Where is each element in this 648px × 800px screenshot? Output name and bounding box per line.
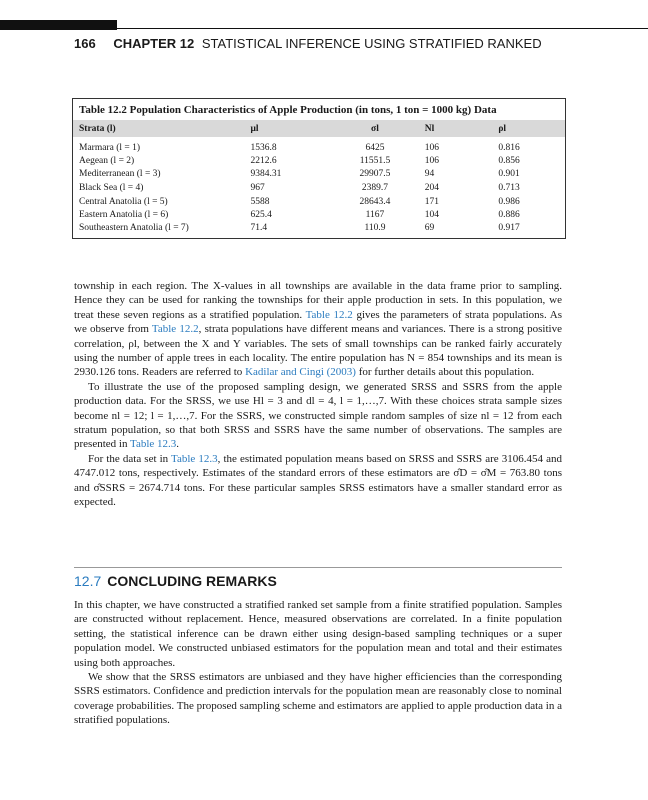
- table-link[interactable]: Table 12.3: [130, 438, 177, 451]
- table-cell: Eastern Anatolia (l = 6): [79, 210, 169, 221]
- table-link[interactable]: Table 12.3: [171, 452, 218, 465]
- population-table: [72, 98, 566, 239]
- chapter-label: CHAPTER 12: [113, 36, 195, 51]
- table-cell: 1536.8: [250, 142, 277, 153]
- table-cell: 0.917: [498, 223, 520, 234]
- table-cell: 2212.6: [250, 155, 277, 166]
- table-caption: Table 12.2 Population Characteristics of Apple Production (in tons, 1 ton = 1000 kg) Data: [79, 104, 497, 116]
- paragraph: [74, 279, 562, 380]
- section-heading: [74, 573, 277, 589]
- chapter-title: STATISTICAL INFERENCE USING STRATIFIED RANKED: [201, 36, 542, 51]
- table-cell: 69: [424, 223, 435, 234]
- page-number: 166: [74, 36, 96, 51]
- table-cell: 94: [424, 169, 435, 180]
- table-row: [73, 168, 565, 182]
- paragraph: We show that the SRSS estimators are unbiased and they have higher efficiencies than the corresponding SSRS estimators. Confidence and prediction intervals for the population mean are reasonably close to nominal coverage probabilities. The proposed sampling scheme and estimators are applied to apple production data in a stratified populations.: [74, 671, 562, 727]
- table-link[interactable]: Table 12.2: [305, 308, 353, 321]
- table-cell: Marmara (l = 1): [79, 142, 141, 153]
- table-cell: 110.9: [364, 223, 386, 234]
- table-cell: 0.856: [498, 155, 520, 166]
- table-cell: 106: [424, 155, 439, 166]
- table-header-row: [73, 120, 565, 137]
- table-row: [73, 195, 565, 209]
- column-header: Nl: [424, 123, 435, 134]
- table-row: [73, 222, 565, 238]
- text-span: , strata populations have different means and variances. There is a strong positive correlation, ρl, between the X and Y variables. The sets of small townships can be ranked fairly accurately using the number of apple trees in each locality. The entire population has N = 854 townships and its mean is 2930.126 tons. Readers are referred to: [74, 323, 562, 379]
- table-cell: 1167: [365, 210, 385, 221]
- table-cell: Mediterranean (l = 3): [79, 169, 161, 180]
- table-cell: 0.816: [498, 142, 520, 153]
- main-text: [74, 279, 562, 510]
- table-row: [73, 181, 565, 195]
- text-span: For the data set in: [88, 452, 172, 465]
- text-span: , the estimated population means based on SRSS and SSRS are 3106.454 and 4747.012 tons, respectively. Estimates of the standard errors of these estimators are σ̂D = σ̂M = 763.80 tons and σ̂SSRS = 2674.714 tons. For these particular samples SRSS estimators have a smaller standard error as expected.: [74, 452, 562, 509]
- column-header: ρl: [498, 123, 507, 134]
- table-cell: 0.713: [498, 182, 520, 193]
- table-cell: 0.886: [498, 210, 520, 221]
- table-row: [73, 137, 565, 154]
- section-rule: [74, 567, 562, 568]
- text-span: township in each region. The X-values in all townships are available in the data frame prior to sampling. Hence they can be used for ranking the townships for their apple production in sets. In this population, we treat these seven regions as a stratified population.: [74, 280, 562, 321]
- table-cell: Aegean (l = 2): [79, 155, 135, 166]
- table-cell: 9384.31: [250, 169, 282, 180]
- table-cell: Central Anatolia (l = 5): [79, 196, 168, 207]
- text-span: gives the parameters of strata populations. As we observe from: [74, 308, 562, 336]
- section-title: CONCLUDING REMARKS: [107, 573, 277, 589]
- table-cell: 29907.5: [359, 169, 391, 180]
- table-cell: 28643.4: [359, 196, 391, 207]
- section-text: [74, 598, 562, 728]
- data-table: [73, 120, 565, 238]
- header-bar: [0, 20, 117, 30]
- table-cell: 2389.7: [361, 182, 389, 193]
- text-span: To illustrate the use of the proposed sampling design, we generated SRSS and SSRS from the apple production data. For the SRSS, we use Hl = 3 and dl = 4, l = 1,…,7. With these choices strata sample sizes become nl = 12; l = 1,…,7. For the SSRS, we constructed simple random samples of size nl = 12 from each stratum population, so that both SRSS and SSRS have the same number of observations. The samples are presented in: [74, 380, 562, 451]
- table-cell: 204: [424, 182, 439, 193]
- paragraph: [74, 452, 562, 510]
- citation-link[interactable]: Kadilar and Cingi (2003): [245, 366, 356, 379]
- table-cell: Southeastern Anatolia (l = 7): [79, 223, 189, 234]
- text-span: for further details about this population.: [355, 366, 535, 379]
- table-cell: 11551.5: [359, 155, 391, 166]
- table-cell: 104: [424, 210, 439, 221]
- table-cell: 6425: [365, 142, 385, 153]
- column-header: σl: [371, 123, 379, 134]
- table-cell: 5588: [250, 196, 270, 207]
- column-header: μl: [250, 123, 259, 134]
- table-cell: 171: [424, 196, 439, 207]
- column-header: Strata (l): [79, 123, 116, 134]
- table-row: [73, 208, 565, 222]
- table-cell: 625.4: [250, 210, 272, 221]
- table-row: [73, 154, 565, 168]
- paragraph: [74, 380, 562, 452]
- table-cell: 967: [250, 182, 265, 193]
- paragraph: In this chapter, we have constructed a stratified ranked set sample from a finite stratified population. Samples are constructed without replacement. Hence, measured observations are correlated. In a finite population setting, the statistical inference can be drawn either using design-based sampling techniques or a super population model. We constructed unbiased estimators for the population mean and total and their estimates using both approaches.: [74, 599, 562, 669]
- header-rule: [117, 28, 648, 29]
- table-link[interactable]: Table 12.2: [151, 323, 199, 336]
- running-head: [74, 36, 542, 51]
- section-number: 12.7: [74, 573, 102, 589]
- table-cell: Black Sea (l = 4): [79, 182, 144, 193]
- table-cell: 71.4: [250, 223, 268, 234]
- table-cell: 106: [424, 142, 439, 153]
- text-span: .: [176, 438, 180, 451]
- table-cell: 0.986: [498, 196, 520, 207]
- table-cell: 0.901: [498, 169, 520, 180]
